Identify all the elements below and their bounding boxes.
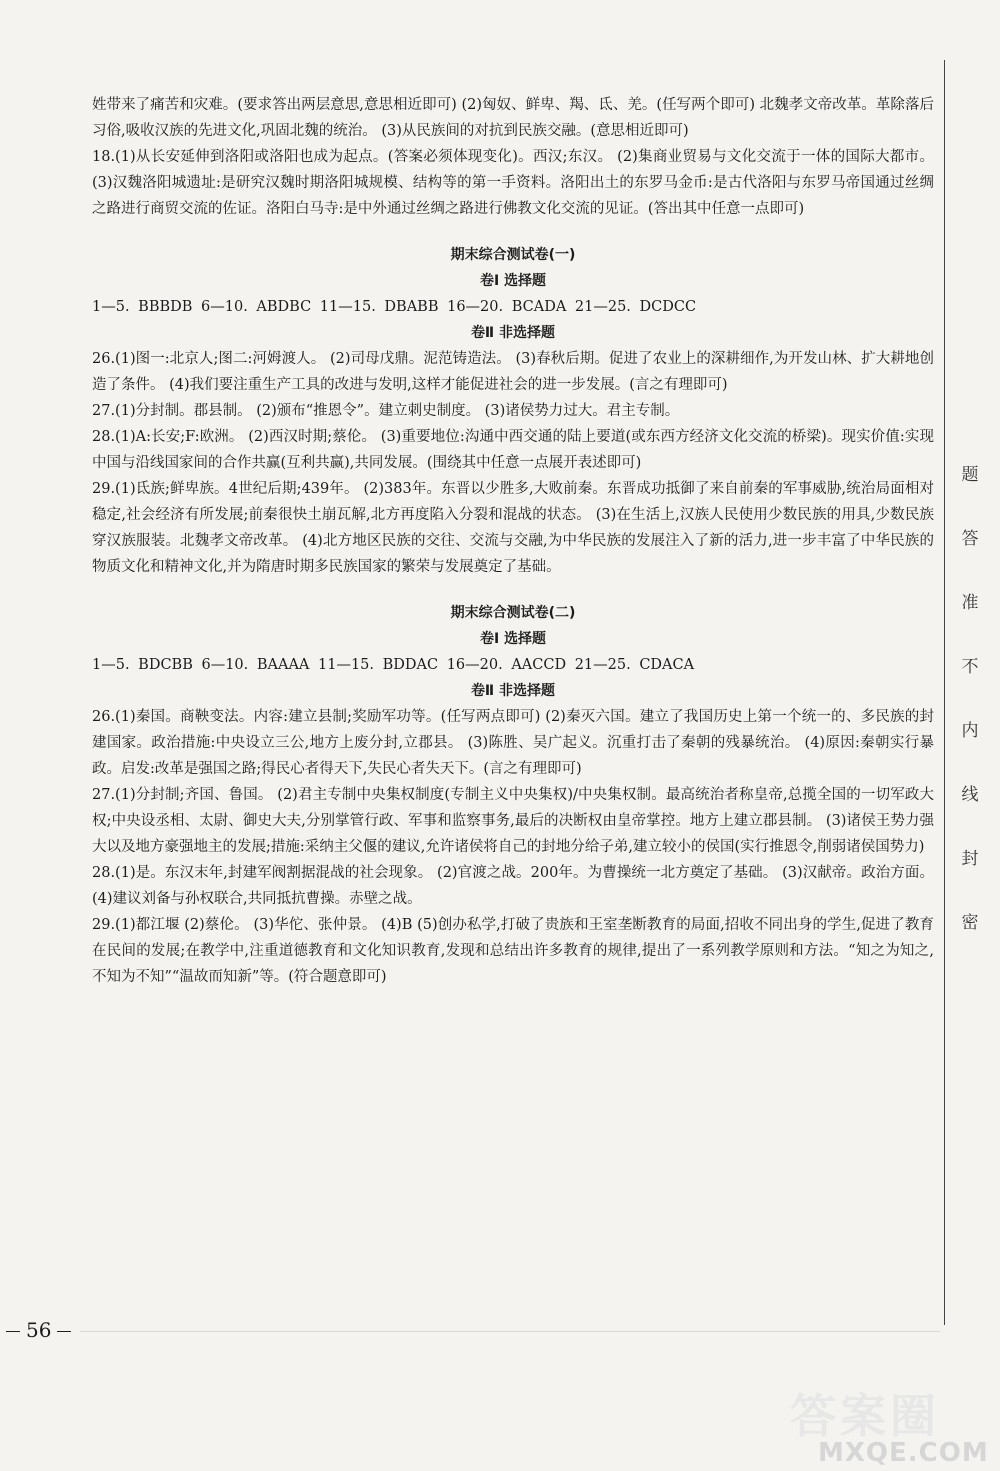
seal-char: 线 bbox=[961, 785, 979, 805]
page-number bbox=[0, 1318, 77, 1342]
answer-page bbox=[92, 92, 934, 990]
watermark-logo-text: 答案圈 bbox=[790, 1389, 940, 1443]
answer-paragraph: 26.(1)图一:北京人;图二:河姆渡人。 (2)司母戊鼎。泥范铸造法。 (3)春秋后期。促进了农业上的深耕细作,为开发山林、扩大耕地创造了条件。 (4)我们要注重生产工具的改进与发明,这样才能促进社会的进一步发展。(言之有理即可) bbox=[92, 351, 934, 393]
seal-char: 题 bbox=[961, 465, 979, 485]
answer-paragraph: 18.(1)从长安延伸到洛阳或洛阳也成为起点。(答案必须体现变化)。西汉;东汉。 (2)集商业贸易与文化交流于一体的国际大都市。 (3)汉魏洛阳城遗址:是研究汉魏时期洛阳城规模、结构等的第一手资料。洛阳出土的东罗马金币:是古代洛阳与东罗马帝国通过丝绸之路进行商贸交流的佐证。洛阳白马寺:是中外通过丝绸之路进行佛教文化交流的见证。(答出其中任意一点即可) bbox=[92, 149, 934, 217]
section-title: 卷Ⅱ 非选择题 bbox=[470, 325, 556, 341]
watermark-url: MXQE.COM bbox=[818, 1438, 989, 1468]
seal-char: 内 bbox=[961, 721, 979, 741]
footer-rule bbox=[80, 1331, 940, 1332]
seal-char: 封 bbox=[961, 849, 979, 869]
answer-paragraph: 27.(1)分封制。郡县制。 (2)颁布“推恩令”。建立刺史制度。 (3)诸侯势力过大。君主专制。 bbox=[92, 403, 680, 419]
answer-paragraph: 28.(1)是。东汉末年,封建军阀割据混战的社会现象。 (2)官渡之战。200年。为曹操统一北方奠定了基础。 (3)汉献帝。政治方面。 (4)建议刘备与孙权联合,共同抵抗曹操。赤壁之战。 bbox=[92, 865, 934, 907]
binding-rule bbox=[944, 60, 945, 1325]
page-number-text: 56 bbox=[26, 1318, 52, 1342]
seal-char: 准 bbox=[961, 593, 979, 613]
answer-paragraph: 26.(1)秦国。商鞅变法。内容:建立县制;奖励军功等。(任写两点即可) (2)秦灭六国。建立了我国历史上第一个统一的、多民族的封建国家。政治措施:中央设立三公,地方上废分封,立郡县。 (3)陈胜、吴广起义。沉重打击了秦朝的残暴统治。 (4)原因:秦朝实行暴政。启发:改革是强国之路;得民心者得天下,失民心者失天下。(言之有理即可) bbox=[92, 709, 934, 777]
choice-answers: 1—5. BBBDB 6—10. ABDBC 11—15. DBABB 16—20. BCADA 21—25. DCDCC bbox=[92, 299, 697, 315]
section-title: 卷Ⅰ 选择题 bbox=[479, 273, 547, 289]
section-title: 卷Ⅱ 非选择题 bbox=[470, 683, 556, 699]
seal-line-notice bbox=[946, 460, 1000, 970]
answer-paragraph: 28.(1)A:长安;F:欧洲。 (2)西汉时期;蔡伦。 (3)重要地位:沟通中西交通的陆上要道(或东西方经济文化交流的桥梁)。现实价值:实现中国与沿线国家间的合作共赢(互利共赢),共同发展。(围绕其中任意一点展开表述即可) bbox=[92, 429, 934, 471]
choice-answers: 1—5. BDCBB 6—10. BAAAA 11—15. BDDAC 16—20. AACCD 21—25. CDACA bbox=[92, 657, 695, 673]
exam-title: 期末综合测试卷(一) bbox=[450, 247, 576, 263]
seal-char: 密 bbox=[961, 913, 979, 933]
section-title: 卷Ⅰ 选择题 bbox=[479, 631, 547, 647]
seal-char: 不 bbox=[961, 657, 979, 677]
site-watermark bbox=[790, 1380, 990, 1470]
answer-paragraph: 29.(1)都江堰 (2)蔡伦。 (3)华佗、张仲景。 (4)B (5)创办私学,打破了贵族和王室垄断教育的局面,招收不同出身的学生,促进了教育在民间的发展;在教学中,注重道德教育和文化知识教育,发现和总结出许多教育的规律,提出了一系列教学原则和方法。“知之为知之,不知为不知”“温故而知新”等。(符合题意即可) bbox=[92, 917, 934, 985]
exam-title: 期末综合测试卷(二) bbox=[450, 605, 576, 621]
answer-paragraph: 姓带来了痛苦和灾难。(要求答出两层意思,意思相近即可) (2)匈奴、鲜卑、羯、氐、羌。(任写两个即可) 北魏孝文帝改革。革除落后习俗,吸收汉族的先进文化,巩固北魏的统治。 (3)从民族间的对抗到民族交融。(意思相近即可) bbox=[92, 97, 934, 139]
answer-paragraph: 27.(1)分封制;齐国、鲁国。 (2)君主专制中央集权制度(专制主义中央集权)/中央集权制。最高统治者称皇帝,总揽全国的一切军政大权;中央设丞相、太尉、御史大夫,分别掌管行政、军事和监察事务,最后的决断权由皇帝掌控。地方上建立郡县制。 (3)诸侯王势力强大以及地方豪强地主的发展;措施:采纳主父偃的建议,允许诸侯将自己的封地分给子弟,建立较小的侯国(实行推恩令,削弱诸侯国势力) bbox=[92, 787, 934, 855]
answer-paragraph: 29.(1)氐族;鲜卑族。4世纪后期;439年。 (2)383年。东晋以少胜多,大败前秦。东晋成功抵御了来自前秦的军事威胁,统治局面相对稳定,社会经济有所发展;前秦很快土崩瓦解,北方再度陷入分裂和混战的状态。 (3)在生活上,汉族人民使用少数民族的用具,少数民族穿汉族服装。北魏孝文帝改革。 (4)北方地区民族的交往、交流与交融,为中华民族的发展注入了新的活力,进一步丰富了中华民族的物质文化和精神文化,并为隋唐时期多民族国家的繁荣与发展奠定了基础。 bbox=[92, 481, 934, 575]
seal-char: 答 bbox=[961, 529, 979, 549]
